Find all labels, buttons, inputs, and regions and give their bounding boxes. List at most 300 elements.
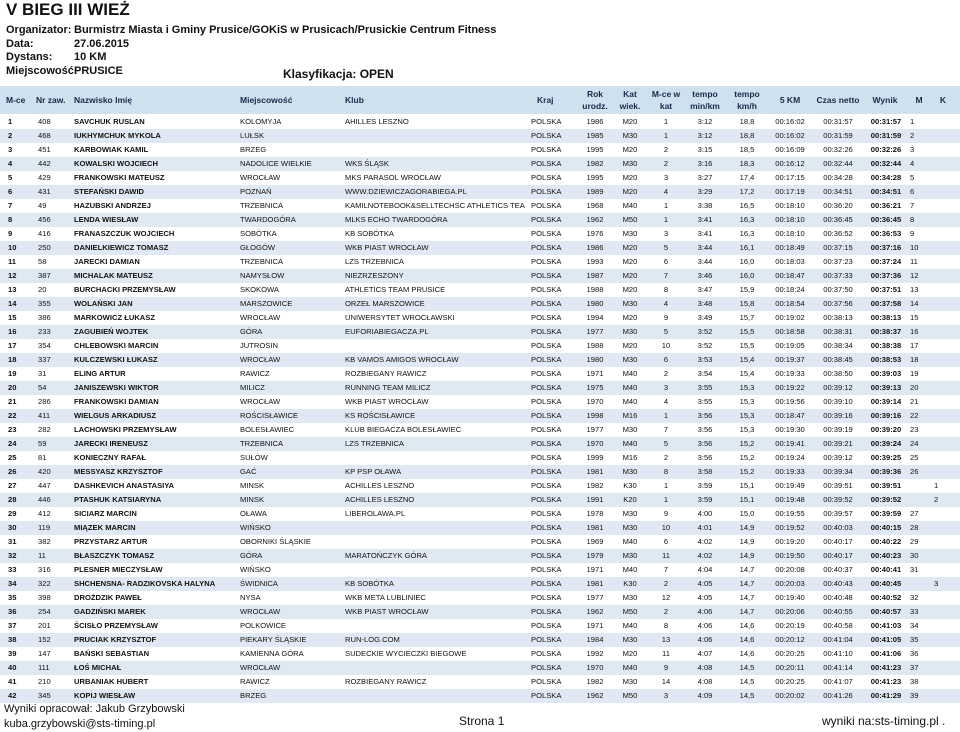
cell-pace: 4:05 xyxy=(697,593,713,602)
cell-women-place: 2 xyxy=(934,495,939,504)
cell-place: 34 xyxy=(8,579,17,588)
cell-city: OBORNIKI ŚLĄSKIE xyxy=(240,537,311,546)
cell-men-place: 35 xyxy=(910,635,919,644)
cell-pace: 3:41 xyxy=(697,215,713,224)
col-women: K xyxy=(939,95,947,105)
cell-city: GÓRA xyxy=(240,327,263,336)
cell-name: SHCHENSNA- RADZIKOVSKA HALYNA xyxy=(74,579,216,588)
cell-year: 1985 xyxy=(586,131,604,140)
cell-cat-place: 3 xyxy=(663,229,669,238)
cell-place: 35 xyxy=(8,593,17,602)
cell-club: RUNNING TEAM MILICZ xyxy=(345,383,431,392)
cell-pace: 3:49 xyxy=(697,313,713,322)
cell-net-time: 00:39:52 xyxy=(823,495,853,504)
table-row xyxy=(0,381,960,395)
cell-country: POLSKA xyxy=(531,691,562,700)
cell-net-time: 00:32:44 xyxy=(823,159,853,168)
cell-pace: 3:12 xyxy=(697,117,713,126)
cell-year: 1991 xyxy=(586,495,604,504)
cell-year: 1976 xyxy=(586,229,604,238)
cell-place: 6 xyxy=(8,187,13,196)
cell-year: 1986 xyxy=(586,117,604,126)
cell-pace: 3:52 xyxy=(697,341,713,350)
cell-pace: 4:02 xyxy=(697,537,713,546)
cell-year: 1982 xyxy=(586,677,604,686)
cell-women-place xyxy=(934,507,954,521)
cell-city: NYSA xyxy=(240,593,261,602)
cell-men-place xyxy=(910,479,930,493)
cell-men-place: 16 xyxy=(910,327,919,336)
cell-result: 00:37:16 xyxy=(870,243,902,252)
table-row xyxy=(0,255,960,269)
cell-country: POLSKA xyxy=(531,369,562,378)
cell-speed: 15,3 xyxy=(739,425,755,434)
cell-year: 1970 xyxy=(586,439,604,448)
cell-split-5km: 00:18:54 xyxy=(775,299,805,308)
cell-cat-place: 14 xyxy=(661,677,671,686)
cell-year: 1977 xyxy=(586,327,604,336)
cell-men-place: 30 xyxy=(910,551,919,560)
cell-category: M40 xyxy=(622,201,638,210)
col-result: Wynik xyxy=(872,95,898,105)
cell-result: 00:32:26 xyxy=(870,145,902,154)
cell-pace: 4:06 xyxy=(697,607,713,616)
cell-net-time: 00:40:17 xyxy=(823,537,853,546)
cell-net-time: 00:39:16 xyxy=(823,411,853,420)
cell-net-time: 00:39:21 xyxy=(823,439,853,448)
cell-speed: 18,8 xyxy=(739,117,755,126)
cell-city: TRZEBNICA xyxy=(240,257,284,266)
cell-net-time: 00:31:57 xyxy=(823,117,853,126)
cell-category: M30 xyxy=(622,593,638,602)
cell-cat-place: 11 xyxy=(662,649,670,658)
cell-year: 1962 xyxy=(586,215,604,224)
cell-category: M30 xyxy=(622,523,638,532)
cell-result: 00:41:29 xyxy=(870,691,902,700)
table-row xyxy=(0,633,960,647)
cell-split-5km: 00:19:55 xyxy=(775,509,805,518)
cell-men-place: 13 xyxy=(910,285,919,294)
cell-split-5km: 00:19:30 xyxy=(775,425,805,434)
cell-result: 00:39:51 xyxy=(870,481,902,490)
meta-value: 27.06.2015 xyxy=(74,37,130,50)
cell-place: 27 xyxy=(8,481,17,490)
cell-net-time: 00:39:19 xyxy=(823,425,853,434)
cell-split-5km: 00:16:02 xyxy=(775,131,805,140)
cell-country: POLSKA xyxy=(531,341,562,350)
cell-pace: 3:12 xyxy=(697,131,713,140)
cell-category: K30 xyxy=(623,579,637,588)
cell-city: WIŃSKO xyxy=(240,523,271,532)
cell-pace: 3:59 xyxy=(697,481,713,490)
cell-net-time: 00:38:45 xyxy=(823,355,853,364)
cell-split-5km: 00:19:24 xyxy=(775,453,805,462)
cell-year: 1998 xyxy=(586,411,604,420)
cell-women-place xyxy=(934,283,954,297)
cell-men-place: 25 xyxy=(910,453,919,462)
cell-net-time: 00:37:56 xyxy=(823,299,853,308)
cell-net-time: 00:39:34 xyxy=(823,467,853,476)
cell-club: ORZEŁ MARSZOWICE xyxy=(345,299,425,308)
cell-cat-place: 4 xyxy=(663,397,669,406)
cell-category: M40 xyxy=(622,663,638,672)
cell-net-time: 00:39:57 xyxy=(823,509,853,518)
cell-women-place xyxy=(934,227,954,241)
col-cat-place-sub: kat xyxy=(659,101,673,111)
col-city: Miejscowość xyxy=(240,95,293,105)
cell-place: 29 xyxy=(8,509,17,518)
cell-city: MILICZ xyxy=(240,383,265,392)
cell-category: M30 xyxy=(622,551,638,560)
cell-year: 1977 xyxy=(586,593,604,602)
table-row xyxy=(0,535,960,549)
table-row xyxy=(0,647,960,661)
cell-cat-place: 1 xyxy=(663,201,669,210)
cell-club: WKB PIAST WROCŁAW xyxy=(345,243,429,252)
cell-bib: 254 xyxy=(38,607,51,616)
cell-place: 9 xyxy=(8,229,13,238)
cell-cat-place: 8 xyxy=(663,467,669,476)
cell-name: KOWALSKI WOJCIECH xyxy=(74,159,158,168)
cell-place: 18 xyxy=(8,355,17,364)
cell-category: M30 xyxy=(622,509,638,518)
cell-men-place xyxy=(910,493,930,507)
cell-category: M20 xyxy=(622,271,638,280)
cell-pace: 3:47 xyxy=(697,285,713,294)
cell-split-5km: 00:18:58 xyxy=(775,327,805,336)
cell-place: 5 xyxy=(8,173,13,182)
cell-bib: 411 xyxy=(38,411,51,420)
cell-name: HAZUBSKI ANDRZEJ xyxy=(74,201,151,210)
cell-speed: 14,9 xyxy=(739,537,755,546)
cell-cat-place: 7 xyxy=(663,425,669,434)
cell-bib: 412 xyxy=(38,509,51,518)
cell-women-place xyxy=(934,395,954,409)
table-row xyxy=(0,199,960,213)
cell-name: STEFAŃSKI DAWID xyxy=(74,187,145,196)
cell-pace: 3:56 xyxy=(697,453,713,462)
cell-result: 00:41:03 xyxy=(870,621,902,630)
cell-place: 20 xyxy=(8,383,17,392)
table-row xyxy=(0,395,960,409)
cell-speed: 16,3 xyxy=(739,215,755,224)
cell-bib: 11 xyxy=(38,551,46,560)
cell-year: 1977 xyxy=(586,425,604,434)
table-row xyxy=(0,689,960,703)
cell-year: 1970 xyxy=(586,663,604,672)
cell-place: 33 xyxy=(8,565,17,574)
cell-club: WKB PIAST WROCŁAW xyxy=(345,607,429,616)
cell-cat-place: 2 xyxy=(663,369,669,378)
footer-page: Strona 1 xyxy=(459,714,505,728)
table-row xyxy=(0,283,960,297)
cell-pace: 3:29 xyxy=(697,187,713,196)
cell-country: POLSKA xyxy=(531,579,562,588)
cell-club: RUN-LOG.COM xyxy=(345,635,400,644)
cell-split-5km: 00:18:49 xyxy=(775,243,805,252)
cell-women-place xyxy=(934,115,954,129)
cell-pace: 3:41 xyxy=(697,229,713,238)
cell-country: POLSKA xyxy=(531,453,562,462)
cell-city: SOBÓTKA xyxy=(240,229,277,238)
cell-split-5km: 00:19:49 xyxy=(775,481,805,490)
cell-category: M20 xyxy=(622,173,638,182)
cell-cat-place: 10 xyxy=(661,341,671,350)
cell-men-place: 3 xyxy=(910,145,915,154)
cell-result: 00:37:58 xyxy=(870,299,902,308)
col-category-sub: wiek. xyxy=(619,101,641,111)
col-year-sub: urodz. xyxy=(582,101,608,111)
cell-place: 1 xyxy=(8,117,13,126)
cell-split-5km: 00:19:52 xyxy=(775,523,805,532)
cell-net-time: 00:40:58 xyxy=(823,621,853,630)
cell-name: SICIARZ MARCIN xyxy=(74,509,137,518)
cell-speed: 15,3 xyxy=(739,383,755,392)
cell-bib: 250 xyxy=(38,243,51,252)
cell-men-place: 17 xyxy=(910,341,919,350)
cell-year: 1995 xyxy=(586,145,604,154)
cell-net-time: 00:37:15 xyxy=(823,243,853,252)
cell-net-time: 00:40:48 xyxy=(823,593,853,602)
cell-place: 31 xyxy=(8,537,17,546)
cell-split-5km: 00:19:05 xyxy=(775,341,805,350)
cell-category: M16 xyxy=(622,411,638,420)
cell-result: 00:36:21 xyxy=(870,201,902,210)
meta-row xyxy=(6,38,496,52)
cell-women-place xyxy=(934,353,954,367)
cell-year: 1971 xyxy=(586,369,604,378)
cell-men-place: 11 xyxy=(910,257,918,266)
cell-men-place: 38 xyxy=(910,677,919,686)
cell-city: PIEKARY ŚLĄSKIE xyxy=(240,635,307,644)
cell-pace: 4:00 xyxy=(697,509,713,518)
cell-category: M40 xyxy=(622,369,638,378)
cell-result: 00:39:52 xyxy=(870,495,902,504)
table-row xyxy=(0,227,960,241)
cell-men-place: 22 xyxy=(910,411,919,420)
cell-result: 00:39:16 xyxy=(870,411,902,420)
cell-men-place: 36 xyxy=(910,649,919,658)
cell-place: 23 xyxy=(8,425,17,434)
table-row xyxy=(0,311,960,325)
cell-bib: 456 xyxy=(38,215,51,224)
table-row xyxy=(0,493,960,507)
cell-country: POLSKA xyxy=(531,327,562,336)
table-row xyxy=(0,171,960,185)
cell-country: POLSKA xyxy=(531,663,562,672)
cell-speed: 14,5 xyxy=(739,691,755,700)
page-title: V BIEG III WIEŻ xyxy=(6,0,130,19)
cell-name: LENDA WIESŁAW xyxy=(74,215,139,224)
cell-pace: 3:58 xyxy=(697,467,713,476)
cell-women-place xyxy=(934,311,954,325)
table-row xyxy=(0,241,960,255)
cell-net-time: 00:36:20 xyxy=(823,201,853,210)
table-row xyxy=(0,143,960,157)
cell-cat-place: 1 xyxy=(663,117,669,126)
cell-year: 1971 xyxy=(586,565,604,574)
cell-bib: 54 xyxy=(38,383,47,392)
footer-email: kuba.grzybowski@sts-timing.pl xyxy=(4,718,156,730)
cell-speed: 14,5 xyxy=(739,663,755,672)
cell-place: 30 xyxy=(8,523,17,532)
cell-country: POLSKA xyxy=(531,411,562,420)
cell-pace: 3:53 xyxy=(697,355,713,364)
classification-label: Klasyfikacja: OPEN xyxy=(283,67,394,81)
cell-speed: 14,5 xyxy=(739,677,755,686)
col-place: M-ce xyxy=(6,95,26,105)
col-speed: tempo xyxy=(734,89,760,99)
cell-club: UNIWERSYTET WROCŁAWSKI xyxy=(345,313,455,322)
cell-women-place xyxy=(934,143,954,157)
cell-place: 16 xyxy=(8,327,17,336)
cell-split-5km: 00:19:33 xyxy=(775,467,805,476)
cell-pace: 4:06 xyxy=(697,635,713,644)
table-row xyxy=(0,353,960,367)
cell-pace: 4:06 xyxy=(697,621,713,630)
cell-country: POLSKA xyxy=(531,145,562,154)
cell-cat-place: 1 xyxy=(663,215,669,224)
cell-year: 1984 xyxy=(586,635,604,644)
cell-women-place xyxy=(934,465,954,479)
cell-bib: 398 xyxy=(38,593,51,602)
cell-year: 1980 xyxy=(586,299,604,308)
cell-men-place: 19 xyxy=(910,369,919,378)
cell-split-5km: 00:20:19 xyxy=(775,621,805,630)
cell-name: CHLEBOWSKI MARCIN xyxy=(74,341,159,350)
cell-speed: 16,5 xyxy=(739,201,755,210)
cell-result: 00:31:57 xyxy=(870,117,902,126)
cell-category: M20 xyxy=(622,313,638,322)
cell-men-place: 29 xyxy=(910,537,919,546)
cell-category: M30 xyxy=(622,299,638,308)
cell-bib: 420 xyxy=(38,467,51,476)
cell-name: JARECKI DAMIAN xyxy=(74,257,140,266)
cell-year: 1989 xyxy=(586,187,604,196)
cell-pace: 3:27 xyxy=(697,173,713,182)
cell-name: LACHOWSKI PRZEMYSŁAW xyxy=(74,425,177,434)
cell-cat-place: 12 xyxy=(661,593,671,602)
cell-net-time: 00:37:33 xyxy=(823,271,853,280)
cell-category: M20 xyxy=(622,649,638,658)
cell-city: WROCŁAW xyxy=(240,355,281,364)
cell-place: 26 xyxy=(8,467,17,476)
cell-country: POLSKA xyxy=(531,397,562,406)
cell-country: POLSKA xyxy=(531,285,562,294)
cell-split-5km: 00:18:10 xyxy=(775,201,805,210)
cell-bib: 468 xyxy=(38,131,51,140)
cell-result: 00:39:03 xyxy=(870,369,902,378)
cell-name: FRANKOWSKI DAMIAN xyxy=(74,397,159,406)
cell-name: JANISZEWSKI WIKTOR xyxy=(74,383,159,392)
cell-name: GADZIŃSKI MAREK xyxy=(74,607,146,616)
cell-split-5km: 00:20:03 xyxy=(775,579,805,588)
cell-club: WKS ŚLĄSK xyxy=(345,159,389,168)
cell-result: 00:39:36 xyxy=(870,467,902,476)
col-5km: 5 KM xyxy=(779,95,801,105)
cell-net-time: 00:41:04 xyxy=(823,635,853,644)
cell-place: 2 xyxy=(8,131,13,140)
cell-place: 12 xyxy=(8,271,17,280)
cell-result: 00:31:59 xyxy=(870,131,902,140)
cell-cat-place: 3 xyxy=(663,691,669,700)
cell-country: POLSKA xyxy=(531,621,562,630)
cell-club xyxy=(345,563,530,577)
cell-women-place xyxy=(934,171,954,185)
cell-pace: 3:56 xyxy=(697,411,713,420)
cell-women-place xyxy=(934,605,954,619)
cell-result: 00:39:25 xyxy=(870,453,902,462)
cell-cat-place: 2 xyxy=(663,579,669,588)
cell-women-place xyxy=(934,563,954,577)
cell-city: RAWICZ xyxy=(240,369,270,378)
cell-result: 00:40:45 xyxy=(870,579,902,588)
cell-club: LZS TRZEBNICA xyxy=(345,257,404,266)
cell-country: POLSKA xyxy=(531,425,562,434)
cell-result: 00:37:51 xyxy=(870,285,902,294)
cell-net-time: 00:41:07 xyxy=(823,677,853,686)
cell-pace: 4:08 xyxy=(697,677,713,686)
col-cat-place: M-ce w xyxy=(651,89,681,99)
cell-women-place xyxy=(934,675,954,689)
table-row xyxy=(0,521,960,535)
cell-country: POLSKA xyxy=(531,677,562,686)
cell-country: POLSKA xyxy=(531,635,562,644)
cell-speed: 14,7 xyxy=(739,607,755,616)
cell-city: ROŚCISŁAWICE xyxy=(240,411,298,420)
cell-city: ŚWIDNICA xyxy=(240,579,278,588)
cell-country: POLSKA xyxy=(531,117,562,126)
cell-club xyxy=(345,451,530,465)
footer-site: wyniki na:sts-timing.pl . xyxy=(822,714,946,728)
cell-split-5km: 00:20:06 xyxy=(775,607,805,616)
cell-city: MINSK xyxy=(240,495,265,504)
cell-pace: 4:01 xyxy=(697,523,713,532)
cell-name: WOLAŃSKI JAN xyxy=(74,299,133,308)
cell-year: 1982 xyxy=(586,481,604,490)
cell-women-place xyxy=(934,409,954,423)
cell-year: 1979 xyxy=(586,551,604,560)
cell-men-place: 18 xyxy=(910,355,919,364)
cell-speed: 14,7 xyxy=(739,593,755,602)
meta-label: Organizator: xyxy=(6,24,72,36)
cell-country: POLSKA xyxy=(531,243,562,252)
col-men: M xyxy=(915,95,923,105)
cell-category: M20 xyxy=(622,341,638,350)
cell-bib: 152 xyxy=(38,635,51,644)
cell-country: POLSKA xyxy=(531,439,562,448)
cell-city: GŁOGÓW xyxy=(240,243,276,252)
cell-cat-place: 1 xyxy=(663,481,669,490)
cell-men-place: 27 xyxy=(910,509,919,518)
cell-category: M40 xyxy=(622,537,638,546)
cell-year: 1981 xyxy=(586,579,604,588)
cell-club: LIBEROLAWA.PL xyxy=(345,509,406,518)
col-pace-sub: min/km xyxy=(690,101,720,111)
cell-result: 00:41:06 xyxy=(870,649,902,658)
cell-year: 1987 xyxy=(586,271,604,280)
cell-speed: 15,3 xyxy=(739,397,755,406)
cell-cat-place: 2 xyxy=(663,145,669,154)
cell-split-5km: 00:19:40 xyxy=(775,593,805,602)
cell-split-5km: 00:20:11 xyxy=(775,663,805,672)
cell-result: 00:40:22 xyxy=(870,537,902,546)
cell-result: 00:40:15 xyxy=(870,523,902,532)
cell-club: WKB PIAST WROCŁAW xyxy=(345,397,429,406)
cell-men-place: 34 xyxy=(910,621,919,630)
meta-label: Data: xyxy=(6,37,34,50)
cell-split-5km: 00:17:19 xyxy=(775,187,805,196)
